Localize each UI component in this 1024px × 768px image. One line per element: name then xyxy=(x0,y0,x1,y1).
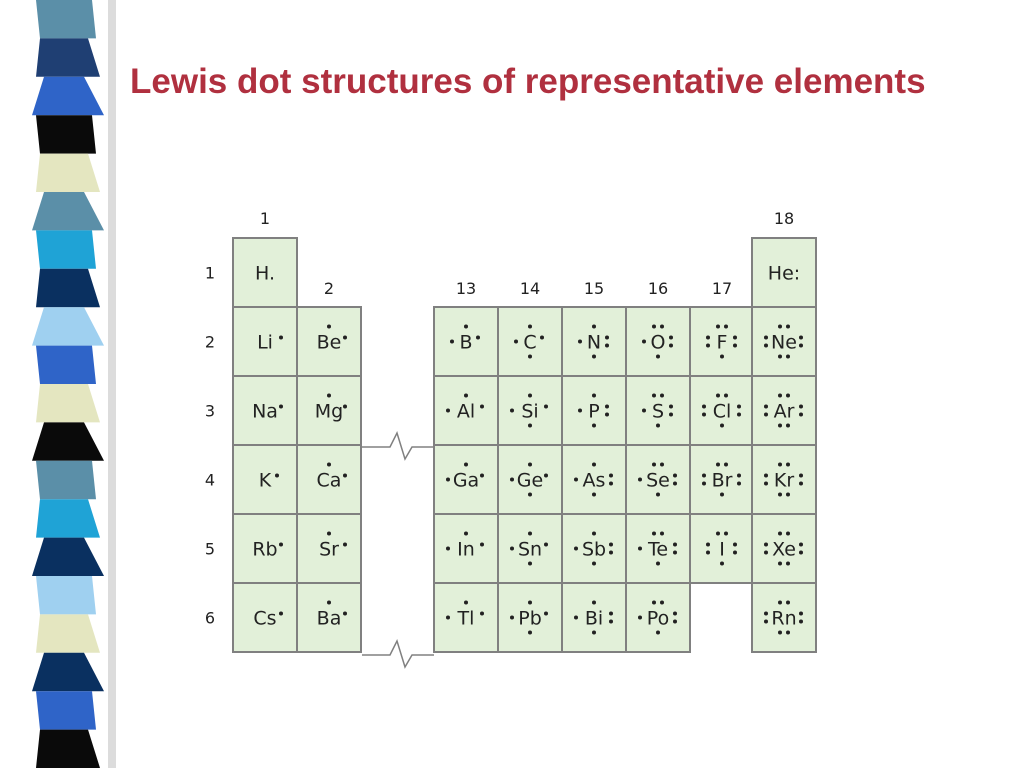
valence-electron-dot xyxy=(480,405,484,409)
period-label: 5 xyxy=(204,539,216,559)
valence-electron-dot xyxy=(724,463,728,467)
valence-electron-dot xyxy=(510,478,514,482)
valence-electron-dot xyxy=(737,405,741,409)
group-label: 18 xyxy=(773,209,795,228)
valence-electron-dot xyxy=(510,616,514,620)
valence-electron-dot xyxy=(660,532,664,536)
valence-electron-dot xyxy=(343,405,347,409)
valence-electron-dot xyxy=(446,478,450,482)
valence-electron-dot xyxy=(327,532,331,536)
element-symbol: C xyxy=(523,331,537,354)
valence-electron-dot xyxy=(786,562,790,566)
valence-electron-dot xyxy=(778,355,782,359)
axis-break-bottom xyxy=(362,641,434,667)
element-symbol: Te xyxy=(647,538,669,561)
valence-electron-dot xyxy=(275,474,279,478)
valence-electron-dot xyxy=(574,478,578,482)
valence-electron-dot xyxy=(706,543,710,547)
element-symbol: Si xyxy=(521,400,539,423)
element-symbol: Ga xyxy=(452,469,480,492)
element-symbol: N xyxy=(586,331,602,354)
element-symbol: Mg xyxy=(314,400,344,423)
valence-electron-dot xyxy=(673,620,677,624)
valence-electron-dot xyxy=(638,547,642,551)
valence-electron-dot xyxy=(786,394,790,398)
element-symbol: Br xyxy=(711,469,733,492)
valence-electron-dot xyxy=(528,601,532,605)
valence-electron-dot xyxy=(669,336,673,340)
valence-electron-dot xyxy=(528,325,532,329)
element-symbol: Pb xyxy=(518,607,542,630)
valence-electron-dot xyxy=(592,631,596,635)
valence-electron-dot xyxy=(656,631,660,635)
element-symbol: Po xyxy=(646,607,670,630)
valence-electron-dot xyxy=(702,474,706,478)
valence-electron-dot xyxy=(733,344,737,348)
valence-electron-dot xyxy=(706,344,710,348)
valence-electron-dot xyxy=(464,532,468,536)
element-symbol: In xyxy=(457,538,475,561)
element-symbol: Cl xyxy=(712,400,732,423)
valence-electron-dot xyxy=(786,355,790,359)
valence-electron-dot xyxy=(480,543,484,547)
element-symbol: Sn xyxy=(517,538,543,561)
valence-electron-dot xyxy=(592,424,596,428)
element-symbol: Na xyxy=(252,400,278,423)
valence-electron-dot xyxy=(737,474,741,478)
valence-electron-dot xyxy=(446,409,450,413)
valence-electron-dot xyxy=(778,493,782,497)
valence-electron-dot xyxy=(343,612,347,616)
valence-electron-dot xyxy=(724,325,728,329)
element-symbol: O xyxy=(650,331,666,354)
valence-electron-dot xyxy=(737,482,741,486)
valence-electron-dot xyxy=(592,601,596,605)
valence-electron-dot xyxy=(786,325,790,329)
axis-break-top xyxy=(362,433,434,459)
element-symbol: Rb xyxy=(252,538,278,561)
valence-electron-dot xyxy=(733,543,737,547)
valence-electron-dot xyxy=(480,474,484,478)
valence-electron-dot xyxy=(592,394,596,398)
valence-electron-dot xyxy=(592,532,596,536)
valence-electron-dot xyxy=(716,463,720,467)
group-label: 1 xyxy=(259,209,271,228)
element-symbol: Tl xyxy=(457,607,475,630)
valence-electron-dot xyxy=(673,474,677,478)
valence-electron-dot xyxy=(778,394,782,398)
element-symbol: Kr xyxy=(773,469,795,492)
valence-electron-dot xyxy=(464,463,468,467)
valence-electron-dot xyxy=(652,601,656,605)
element-symbol: Ar xyxy=(773,400,795,423)
valence-electron-dot xyxy=(764,413,768,417)
valence-electron-dot xyxy=(799,344,803,348)
element-symbol: He: xyxy=(767,262,801,285)
valence-electron-dot xyxy=(446,616,450,620)
valence-electron-dot xyxy=(786,424,790,428)
valence-electron-dot xyxy=(464,325,468,329)
group-label: 2 xyxy=(323,279,335,298)
element-symbol: B xyxy=(459,331,473,354)
valence-electron-dot xyxy=(660,394,664,398)
valence-electron-dot xyxy=(544,405,548,409)
valence-electron-dot xyxy=(799,543,803,547)
valence-electron-dot xyxy=(799,474,803,478)
valence-electron-dot xyxy=(609,612,613,616)
valence-electron-dot xyxy=(778,631,782,635)
valence-electron-dot xyxy=(605,405,609,409)
valence-electron-dot xyxy=(764,344,768,348)
element-symbol: K xyxy=(258,469,272,492)
valence-electron-dot xyxy=(279,336,283,340)
element-symbol: Ba xyxy=(316,607,342,630)
valence-electron-dot xyxy=(574,616,578,620)
valence-electron-dot xyxy=(702,482,706,486)
element-symbol: Bi xyxy=(584,607,604,630)
valence-electron-dot xyxy=(786,493,790,497)
valence-electron-dot xyxy=(343,543,347,547)
group-label: 16 xyxy=(647,279,669,298)
valence-electron-dot xyxy=(799,620,803,624)
element-symbol: Al xyxy=(456,400,476,423)
valence-electron-dot xyxy=(673,612,677,616)
valence-electron-dot xyxy=(327,601,331,605)
valence-electron-dot xyxy=(799,551,803,555)
valence-electron-dot xyxy=(450,340,454,344)
element-symbol: F xyxy=(716,331,728,354)
valence-electron-dot xyxy=(592,463,596,467)
valence-electron-dot xyxy=(656,493,660,497)
valence-electron-dot xyxy=(528,562,532,566)
valence-electron-dot xyxy=(702,405,706,409)
valence-electron-dot xyxy=(605,413,609,417)
valence-electron-dot xyxy=(778,601,782,605)
group-label: 15 xyxy=(583,279,605,298)
element-symbol: Sr xyxy=(319,538,339,561)
valence-electron-dot xyxy=(799,336,803,340)
valence-electron-dot xyxy=(764,482,768,486)
valence-electron-dot xyxy=(528,463,532,467)
valence-electron-dot xyxy=(464,601,468,605)
element-symbol: Be xyxy=(316,331,342,354)
valence-electron-dot xyxy=(343,474,347,478)
valence-electron-dot xyxy=(716,325,720,329)
valence-electron-dot xyxy=(446,547,450,551)
valence-electron-dot xyxy=(528,532,532,536)
valence-electron-dot xyxy=(510,409,514,413)
valence-electron-dot xyxy=(476,336,480,340)
valence-electron-dot xyxy=(669,413,673,417)
group-label: 17 xyxy=(711,279,733,298)
element-symbol: Rn xyxy=(771,607,797,630)
valence-electron-dot xyxy=(778,532,782,536)
valence-electron-dot xyxy=(343,336,347,340)
valence-electron-dot xyxy=(724,532,728,536)
valence-electron-dot xyxy=(660,601,664,605)
valence-electron-dot xyxy=(660,325,664,329)
valence-electron-dot xyxy=(764,612,768,616)
valence-electron-dot xyxy=(609,620,613,624)
valence-electron-dot xyxy=(609,474,613,478)
element-symbol: Ge xyxy=(516,469,544,492)
valence-electron-dot xyxy=(327,463,331,467)
valence-electron-dot xyxy=(528,631,532,635)
valence-electron-dot xyxy=(716,394,720,398)
valence-electron-dot xyxy=(673,551,677,555)
valence-electron-dot xyxy=(652,532,656,536)
valence-electron-dot xyxy=(778,562,782,566)
valence-electron-dot xyxy=(279,543,283,547)
valence-electron-dot xyxy=(514,340,518,344)
valence-electron-dot xyxy=(720,424,724,428)
valence-electron-dot xyxy=(279,405,283,409)
valence-electron-dot xyxy=(609,551,613,555)
valence-electron-dot xyxy=(764,551,768,555)
valence-electron-dot xyxy=(669,344,673,348)
element-symbol: Ca xyxy=(316,469,342,492)
period-label: 3 xyxy=(204,401,216,421)
valence-electron-dot xyxy=(720,355,724,359)
element-symbol: As xyxy=(582,469,606,492)
period-label: 2 xyxy=(204,332,216,352)
valence-electron-dot xyxy=(652,463,656,467)
valence-electron-dot xyxy=(660,463,664,467)
valence-electron-dot xyxy=(528,355,532,359)
element-symbol: Xe xyxy=(772,538,796,561)
element-symbol: Li xyxy=(257,331,273,354)
element-symbol: Se xyxy=(646,469,670,492)
valence-electron-dot xyxy=(528,424,532,428)
valence-electron-dot xyxy=(638,478,642,482)
valence-electron-dot xyxy=(764,620,768,624)
valence-electron-dot xyxy=(733,336,737,340)
valence-electron-dot xyxy=(656,355,660,359)
valence-electron-dot xyxy=(724,394,728,398)
valence-electron-dot xyxy=(638,616,642,620)
valence-electron-dot xyxy=(578,409,582,413)
valence-electron-dot xyxy=(786,463,790,467)
valence-electron-dot xyxy=(673,482,677,486)
valence-electron-dot xyxy=(720,562,724,566)
period-label: 4 xyxy=(204,470,216,490)
period-label: 1 xyxy=(204,263,216,283)
valence-electron-dot xyxy=(510,547,514,551)
valence-electron-dot xyxy=(799,482,803,486)
valence-electron-dot xyxy=(656,424,660,428)
group-label: 13 xyxy=(455,279,477,298)
valence-electron-dot xyxy=(327,325,331,329)
valence-electron-dot xyxy=(764,543,768,547)
valence-electron-dot xyxy=(544,612,548,616)
valence-electron-dot xyxy=(652,394,656,398)
valence-electron-dot xyxy=(528,493,532,497)
valence-electron-dot xyxy=(733,551,737,555)
valence-electron-dot xyxy=(605,344,609,348)
valence-electron-dot xyxy=(574,547,578,551)
valence-electron-dot xyxy=(673,543,677,547)
valence-electron-dot xyxy=(706,551,710,555)
valence-electron-dot xyxy=(786,532,790,536)
valence-electron-dot xyxy=(609,482,613,486)
valence-electron-dot xyxy=(778,424,782,428)
valence-electron-dot xyxy=(656,562,660,566)
valence-electron-dot xyxy=(592,493,596,497)
valence-electron-dot xyxy=(544,474,548,478)
valence-electron-dot xyxy=(778,325,782,329)
valence-electron-dot xyxy=(540,336,544,340)
valence-electron-dot xyxy=(786,631,790,635)
valence-electron-dot xyxy=(720,493,724,497)
valence-electron-dot xyxy=(799,612,803,616)
valence-electron-dot xyxy=(544,543,548,547)
valence-electron-dot xyxy=(778,463,782,467)
valence-electron-dot xyxy=(702,413,706,417)
valence-electron-dot xyxy=(764,474,768,478)
valence-electron-dot xyxy=(592,562,596,566)
valence-electron-dot xyxy=(605,336,609,340)
valence-electron-dot xyxy=(799,405,803,409)
valence-electron-dot xyxy=(706,336,710,340)
valence-electron-dot xyxy=(642,409,646,413)
valence-electron-dot xyxy=(764,336,768,340)
valence-electron-dot xyxy=(764,405,768,409)
valence-electron-dot xyxy=(528,394,532,398)
valence-electron-dot xyxy=(480,612,484,616)
valence-electron-dot xyxy=(642,340,646,344)
element-symbol: Cs xyxy=(253,607,277,630)
period-label: 6 xyxy=(204,608,216,628)
valence-electron-dot xyxy=(464,394,468,398)
valence-electron-dot xyxy=(786,601,790,605)
valence-electron-dot xyxy=(578,340,582,344)
group-label: 14 xyxy=(519,279,541,298)
valence-electron-dot xyxy=(737,413,741,417)
valence-electron-dot xyxy=(716,532,720,536)
element-symbol: I xyxy=(719,538,725,561)
element-symbol: P xyxy=(588,400,600,423)
valence-electron-dot xyxy=(669,405,673,409)
element-symbol: Sb xyxy=(581,538,607,561)
slide-title: Lewis dot structures of representative elements xyxy=(130,62,926,101)
element-symbol: H. xyxy=(255,262,275,285)
valence-electron-dot xyxy=(799,413,803,417)
valence-electron-dot xyxy=(327,394,331,398)
valence-electron-dot xyxy=(609,543,613,547)
element-symbol: Ne xyxy=(771,331,797,354)
valence-electron-dot xyxy=(652,325,656,329)
valence-electron-dot xyxy=(592,325,596,329)
valence-electron-dot xyxy=(279,612,283,616)
element-symbol: S xyxy=(651,400,665,423)
valence-electron-dot xyxy=(592,355,596,359)
